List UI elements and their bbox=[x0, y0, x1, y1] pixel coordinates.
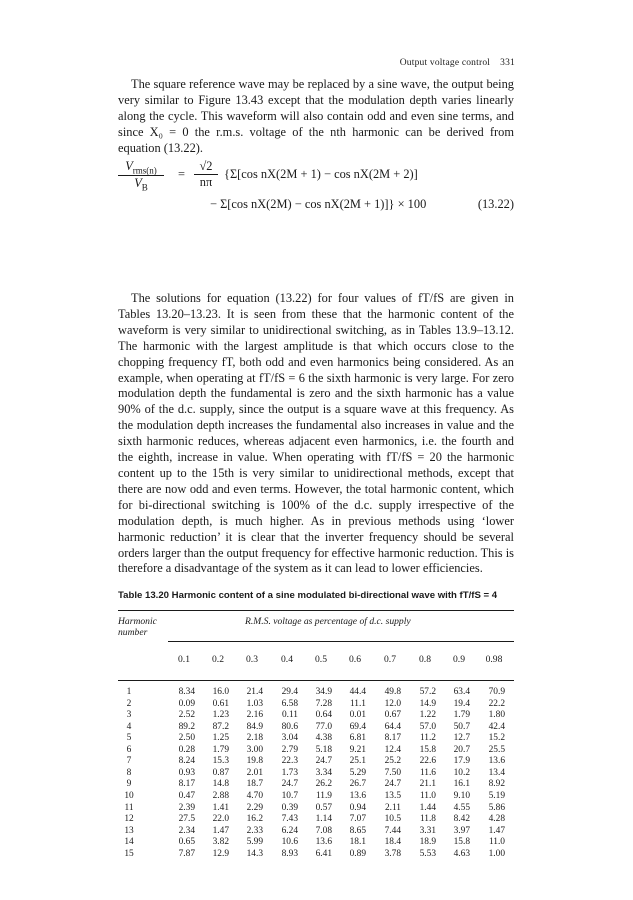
table-cell: 2.88 bbox=[212, 790, 229, 801]
table-cell: 1.03 bbox=[246, 698, 263, 709]
harmonic-number: 13 bbox=[124, 825, 134, 836]
table-cell: 18.4 bbox=[384, 837, 401, 848]
table-cell: 57.2 bbox=[419, 687, 436, 697]
table-cell: 2.29 bbox=[246, 802, 263, 813]
table-cell: 0.11 bbox=[281, 710, 298, 721]
table-cell: 19.4 bbox=[453, 698, 470, 709]
table-cell: 1.47 bbox=[212, 825, 229, 836]
table-cell: 22.3 bbox=[281, 756, 298, 767]
table-cell: 25.2 bbox=[384, 756, 401, 767]
table-cell: 15.8 bbox=[453, 837, 470, 848]
table-cell: 0.65 bbox=[178, 837, 195, 848]
table-cell: 4.28 bbox=[488, 814, 505, 825]
table-cell: 22.2 bbox=[488, 698, 505, 709]
running-header bbox=[400, 58, 515, 68]
equation-13-22 bbox=[118, 157, 514, 287]
table-cell: 11.9 bbox=[315, 790, 332, 801]
table-row bbox=[118, 837, 514, 849]
table-cell: 12.4 bbox=[384, 744, 401, 755]
table-cell: 11.6 bbox=[419, 767, 436, 778]
table-cell: 0.93 bbox=[178, 767, 195, 778]
table-cell: 3.31 bbox=[419, 825, 436, 836]
table-cell: 20.7 bbox=[453, 744, 470, 755]
table-cell: 1.44 bbox=[419, 802, 436, 813]
table-cell: 3.34 bbox=[315, 767, 332, 778]
table-cell: 4.38 bbox=[315, 733, 332, 744]
table-cell: 84.9 bbox=[246, 721, 263, 732]
table-cell: 16.0 bbox=[212, 687, 229, 697]
table-cell: 69.4 bbox=[349, 721, 366, 732]
table-cell: 21.1 bbox=[419, 779, 436, 790]
table-cell: 7.87 bbox=[178, 848, 195, 859]
row-header-label: Harmonic number bbox=[118, 616, 157, 638]
table-row bbox=[118, 814, 514, 826]
column-header: 0.4 bbox=[281, 654, 293, 665]
table-cell: 11.0 bbox=[419, 790, 436, 801]
table-cell: 26.2 bbox=[315, 779, 332, 790]
table-cell: 8.93 bbox=[281, 848, 298, 859]
harmonic-number: 6 bbox=[126, 744, 132, 755]
table-cell: 1.00 bbox=[488, 848, 505, 859]
table-cell: 17.9 bbox=[453, 756, 470, 767]
table-row bbox=[118, 826, 514, 838]
table-cell: 1.14 bbox=[315, 814, 332, 825]
table-cell: 6.24 bbox=[281, 825, 298, 836]
table-caption: Table 13.20 Harmonic content of a sine modulated bi-directional wave with fT/fS = 4 bbox=[118, 590, 498, 601]
table-cell: 0.47 bbox=[178, 790, 195, 801]
eq-coef-den: nπ bbox=[194, 174, 218, 190]
table-cell: 2.01 bbox=[246, 767, 263, 778]
table-cell: 13.6 bbox=[488, 756, 505, 767]
table-cell: 57.0 bbox=[419, 721, 436, 732]
table-cell: 24.7 bbox=[384, 779, 401, 790]
table-cell: 13.4 bbox=[488, 767, 505, 778]
group-header-label: R.M.S. voltage as percentage of d.c. supply bbox=[245, 616, 411, 627]
table-cell: 2.11 bbox=[384, 802, 401, 813]
eq-label: (13.22) bbox=[477, 197, 514, 211]
table-cell: 8.42 bbox=[453, 814, 470, 825]
table-row bbox=[118, 710, 514, 722]
harmonic-number: 2 bbox=[126, 698, 132, 709]
table-cell: 8.17 bbox=[384, 733, 401, 744]
paragraph-intro: The square reference wave may be replaced by a sine wave, the output being very similar to Figure 13.43 except that the modulation depth varies linearly along the cycle. This waveform will also contain odd and even sine terms, and since X₀ = 0 the r.m.s. voltage of the nth harmonic can be derived from equation (13.22). bbox=[118, 77, 514, 155]
table-cell: 42.4 bbox=[488, 721, 505, 732]
table-cell: 3.00 bbox=[246, 744, 263, 755]
harmonic-number: 11 bbox=[124, 802, 134, 813]
table-cell: 49.8 bbox=[384, 687, 401, 697]
table-cell: 5.18 bbox=[315, 744, 332, 755]
table-cell: 63.4 bbox=[453, 687, 470, 697]
table-cell: 89.2 bbox=[178, 721, 195, 732]
column-header: 0.2 bbox=[212, 654, 224, 665]
table-cell: 0.28 bbox=[178, 744, 195, 755]
table-cell: 18.1 bbox=[349, 837, 366, 848]
table-cell: 2.18 bbox=[246, 733, 263, 744]
table-cell: 6.81 bbox=[349, 733, 366, 744]
table-cell: 24.7 bbox=[315, 756, 332, 767]
table-cell: 50.7 bbox=[453, 721, 470, 732]
table-cell: 25.1 bbox=[349, 756, 366, 767]
table-cell: 7.08 bbox=[315, 825, 332, 836]
table-cell: 26.7 bbox=[349, 779, 366, 790]
table-cell: 2.33 bbox=[246, 825, 263, 836]
table-cell: 10.6 bbox=[281, 837, 298, 848]
table-cell: 0.09 bbox=[178, 698, 195, 709]
table-cell: 4.63 bbox=[453, 848, 470, 859]
table-cell: 1.79 bbox=[453, 710, 470, 721]
table-cell: 1.80 bbox=[488, 710, 505, 721]
table-cell: 11.1 bbox=[349, 698, 366, 709]
table-cell: 3.04 bbox=[281, 733, 298, 744]
table-cell: 7.07 bbox=[349, 814, 366, 825]
running-header-title: Output voltage control bbox=[399, 58, 491, 68]
table-cell: 1.23 bbox=[212, 710, 229, 721]
table-cell: 5.19 bbox=[488, 790, 505, 801]
table-cell: 18.7 bbox=[246, 779, 263, 790]
table-row bbox=[118, 733, 514, 745]
table-cell: 8.65 bbox=[349, 825, 366, 836]
table-cell: 12.7 bbox=[453, 733, 470, 744]
harmonic-number: 4 bbox=[126, 721, 132, 732]
table-cell: 10.2 bbox=[453, 767, 470, 778]
harmonic-number: 3 bbox=[126, 710, 132, 721]
table-row bbox=[118, 699, 514, 711]
table-cell: 18.9 bbox=[419, 837, 436, 848]
table-cell: 1.22 bbox=[419, 710, 436, 721]
table-row bbox=[118, 791, 514, 803]
table-cell: 10.5 bbox=[384, 814, 401, 825]
column-header: 0.7 bbox=[384, 654, 396, 665]
table-cell: 5.86 bbox=[488, 802, 505, 813]
table-cell: 1.79 bbox=[212, 744, 229, 755]
eq-coefficient bbox=[194, 159, 218, 190]
paragraph-discussion: The solutions for equation (13.22) for four values of fT/fS are given in Tables 13.20–13.23. It is seen from these that the harmonic content of the waveform is very similar to unidirectional switching, as in Tables 13.9–13.12. The harmonic with the largest amplitude is that which occurs close to the chopping frequency fT, both odd and even harmonics being considered. As an example, when operating at fT/fS = 6 the sixth harmonic is very large. For zero modulation depth the fundamental is zero and the sixth harmonic has a value 90% of the d.c. supply, since the output is a square wave at this frequency. As the modulation depth increases the fundamental also increases in value and the sixth harmonic reduces, whereas adjacent even harmonics, i.e. the fourth and the eighth, increase in value. When operating with fT/fS = 20 the harmonic content up to the 15th is very similar to unidirectional methods, except that there are now odd and even terms. However, the total harmonic content, which for bi-directional switching is 100% of the d.c. supply irrespective of the modulation depth, is much higher. As in previous methods using ‘lower harmonic reduction’ it is clear that the inverter frequency should be several orders larger than the output frequency for effective harmonic reduction. This is therefore a disadvantage of the system as it can lead to lower efficiencies. bbox=[118, 291, 514, 576]
table-cell: 64.4 bbox=[384, 721, 401, 732]
table-cell: 34.9 bbox=[315, 687, 332, 697]
table-cell: 8.92 bbox=[488, 779, 505, 790]
eq-equals: = bbox=[178, 167, 185, 181]
table-cell: 5.53 bbox=[419, 848, 436, 859]
table-row bbox=[118, 849, 514, 861]
table-cell: 13.5 bbox=[384, 790, 401, 801]
table-cell: 3.78 bbox=[384, 848, 401, 859]
harmonic-number: 9 bbox=[126, 779, 132, 790]
table-cell: 3.82 bbox=[212, 837, 229, 848]
table-cell: 2.79 bbox=[281, 744, 298, 755]
table-row bbox=[118, 687, 514, 699]
table-cell: 0.57 bbox=[315, 802, 332, 813]
table-cell: 1.25 bbox=[212, 733, 229, 744]
table-cell: 8.34 bbox=[178, 687, 195, 697]
table-cell: 11.2 bbox=[419, 733, 436, 744]
table-cell: 1.41 bbox=[212, 802, 229, 813]
table-cell: 25.5 bbox=[488, 744, 505, 755]
table-cell: 5.99 bbox=[246, 837, 263, 848]
harmonic-number: 10 bbox=[124, 790, 134, 801]
table-cell: 22.0 bbox=[212, 814, 229, 825]
table-row bbox=[118, 745, 514, 757]
table-cell: 6.58 bbox=[281, 698, 298, 709]
harmonic-number: 7 bbox=[126, 756, 132, 767]
table-cell: 4.55 bbox=[453, 802, 470, 813]
table-cell: 5.29 bbox=[349, 767, 366, 778]
harmonic-number: 12 bbox=[124, 814, 134, 825]
table-row bbox=[118, 803, 514, 815]
eq-coef-num: √2 bbox=[199, 159, 213, 173]
eq-lhs-den-sub: B bbox=[141, 182, 148, 193]
table-cell: 9.21 bbox=[349, 744, 366, 755]
column-header: 0.8 bbox=[419, 654, 431, 665]
eq-lhs-fraction bbox=[118, 159, 164, 193]
column-header: 0.1 bbox=[178, 654, 190, 665]
table-cell: 3.97 bbox=[453, 825, 470, 836]
table-cell: 16.1 bbox=[453, 779, 470, 790]
table-cell: 13.6 bbox=[315, 837, 332, 848]
table-cell: 14.9 bbox=[419, 698, 436, 709]
table-cell: 12.0 bbox=[384, 698, 401, 709]
table-cell: 0.89 bbox=[349, 848, 366, 859]
table-cell: 0.61 bbox=[212, 698, 229, 709]
table-cell: 6.41 bbox=[315, 848, 332, 859]
table-cell: 11.8 bbox=[419, 814, 436, 825]
table-cell: 7.43 bbox=[281, 814, 298, 825]
eq-lhs-num-sub: rms(n) bbox=[132, 165, 157, 176]
table-cell: 87.2 bbox=[212, 721, 229, 732]
table-cell: 15.3 bbox=[212, 756, 229, 767]
harmonic-number: 5 bbox=[126, 733, 132, 744]
harmonic-number: 1 bbox=[126, 687, 132, 697]
table-cell: 12.9 bbox=[212, 848, 229, 859]
table-cell: 1.47 bbox=[488, 825, 505, 836]
table-cell: 2.34 bbox=[178, 825, 195, 836]
column-header: 0.3 bbox=[246, 654, 258, 665]
table-cell: 0.87 bbox=[212, 767, 229, 778]
table-row bbox=[118, 768, 514, 780]
table-cell: 1.73 bbox=[281, 767, 298, 778]
table-cell: 10.7 bbox=[281, 790, 298, 801]
column-header: 0.9 bbox=[453, 654, 465, 665]
table-cell: 15.8 bbox=[419, 744, 436, 755]
table-cell: 24.7 bbox=[281, 779, 298, 790]
table-cell: 7.44 bbox=[384, 825, 401, 836]
table-cell: 0.01 bbox=[349, 710, 366, 721]
column-header: 0.6 bbox=[349, 654, 361, 665]
table-cell: 7.50 bbox=[384, 767, 401, 778]
table-cell: 80.6 bbox=[281, 721, 298, 732]
table-cell: 4.70 bbox=[246, 790, 263, 801]
table-cell: 2.16 bbox=[246, 710, 263, 721]
harmonic-number: 14 bbox=[124, 837, 134, 848]
table-row bbox=[118, 756, 514, 768]
table-cell: 16.2 bbox=[246, 814, 263, 825]
harmonic-number: 15 bbox=[124, 848, 134, 859]
table-cell: 8.17 bbox=[178, 779, 195, 790]
page-number: 331 bbox=[500, 58, 515, 68]
table-row bbox=[118, 779, 514, 791]
column-header: 0.98 bbox=[485, 654, 503, 665]
table-cell: 13.6 bbox=[349, 790, 366, 801]
column-header: 0.5 bbox=[315, 654, 327, 665]
table-cell: 44.4 bbox=[349, 687, 366, 697]
harmonic-number: 8 bbox=[126, 767, 132, 778]
table-cell: 22.6 bbox=[419, 756, 436, 767]
table-cell: 2.39 bbox=[178, 802, 195, 813]
table-cell: 21.4 bbox=[246, 687, 263, 697]
table-cell: 14.8 bbox=[212, 779, 229, 790]
table-cell: 27.5 bbox=[178, 814, 195, 825]
eq-lhs-den: V bbox=[134, 176, 142, 191]
table-cell: 0.64 bbox=[315, 710, 332, 721]
table-cell: 15.2 bbox=[488, 733, 505, 744]
table-cell: 29.4 bbox=[281, 687, 298, 697]
table-cell: 8.24 bbox=[178, 756, 195, 767]
table-cell: 0.67 bbox=[384, 710, 401, 721]
table-row bbox=[118, 722, 514, 734]
table-cell: 14.3 bbox=[246, 848, 263, 859]
table-cell: 0.39 bbox=[281, 802, 298, 813]
table-header-rule bbox=[118, 680, 514, 681]
table-cell: 19.8 bbox=[246, 756, 263, 767]
group-header-rule bbox=[168, 641, 514, 642]
eq-line-1: {Σ[cos nX(2M + 1) − cos nX(2M + 2)] bbox=[224, 167, 418, 181]
table-cell: 7.28 bbox=[315, 698, 332, 709]
table-cell: 77.0 bbox=[315, 721, 332, 732]
eq-lhs-num: V bbox=[125, 159, 133, 173]
table-top-rule bbox=[118, 610, 514, 611]
table-cell: 11.0 bbox=[488, 837, 505, 848]
table-cell: 70.9 bbox=[488, 687, 505, 697]
eq-line-2: − Σ[cos nX(2M) − cos nX(2M + 1)]} × 100 bbox=[210, 197, 427, 211]
table-cell: 0.94 bbox=[349, 802, 366, 813]
table-cell: 2.52 bbox=[178, 710, 195, 721]
table-cell: 9.10 bbox=[453, 790, 470, 801]
table-cell: 2.50 bbox=[178, 733, 195, 744]
